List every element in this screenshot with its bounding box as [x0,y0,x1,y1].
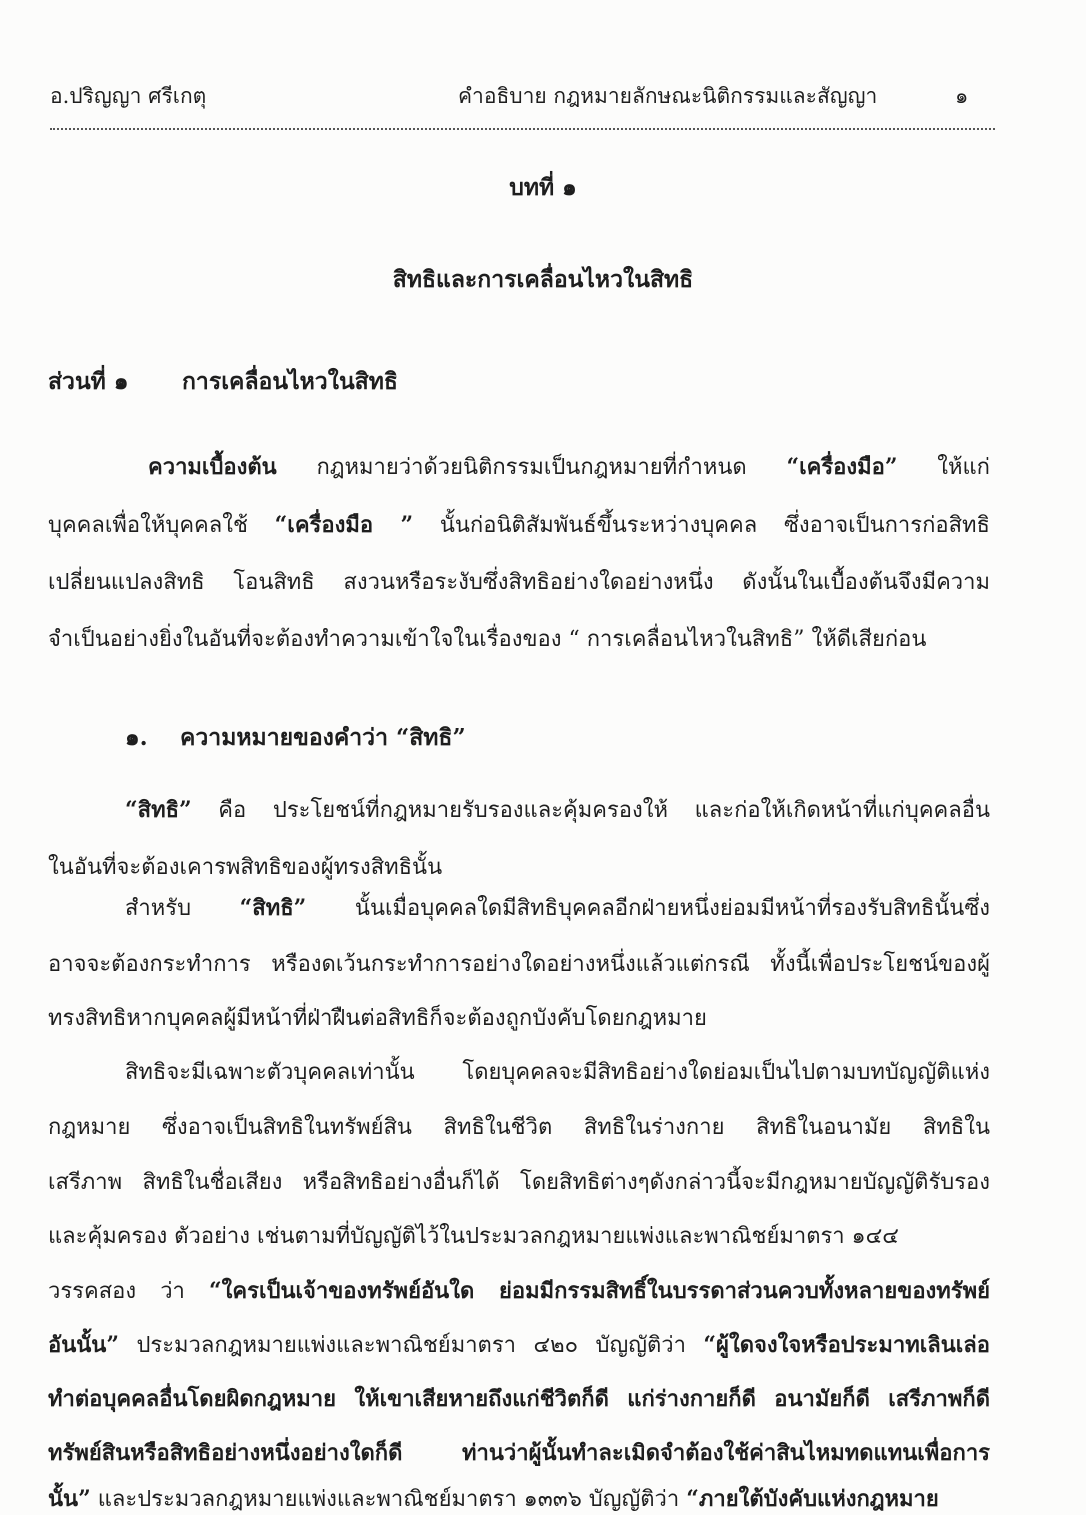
text-segment: เปลี่ยนแปลงสิทธิ โอนสิทธิ สงวนหรือระงับซึ่งสิทธิอย่างใดอย่างหนึ่ง ดังนั้นในเบื้องต้นจึงมีความ [48,570,990,595]
text-line [48,1276,990,1307]
text-segment: กฎหมายว่าด้วยนิติกรรมเป็นกฎหมายที่กำหนด [276,455,787,480]
text-line [148,452,990,483]
bold-text: ความเบื้องต้น [148,454,277,480]
text-line [48,625,926,655]
text-segment: เสรีภาพ สิทธิในชื่อเสียง หรือสิทธิอย่างอื่นก็ได้ โดยสิทธิต่างๆดังกล่าวนี้จะมีกฎหมายบัญญัติรับรอง [48,1170,990,1195]
author-name: อ.ปริญญา ศรีเกตุ [50,84,207,108]
text-segment: ประมวลกฎหมายแพ่งและพาณิชย์มาตรา ๔๒๐ บัญญัติว่า [118,1333,704,1358]
header-divider [50,128,995,130]
bold-text: นั้น” [48,1486,91,1512]
bold-text: ทำต่อบุคคลอื่นโดยผิดกฎหมาย ให้เขาเสียหายถึงแก่ชีวิตก็ดี แก่ร่างกายก็ดี อนามัยก็ดี เสรีภาพก็ดี [48,1386,990,1412]
chapter-heading: บทที่ ๑ [509,174,577,201]
text-segment: บุคคลเพื่อให้บุคคลใช้ [48,513,275,538]
section-label: ส่วนที่ ๑ [48,368,129,395]
bold-text: “เครื่องมือ” [786,454,898,480]
text-line [125,795,990,826]
page-number: ๑ [955,84,969,108]
bold-text: อันนั้น” [48,1332,119,1358]
bold-text: “ผู้ใดจงใจหรือประมาทเลินเล่อ [703,1332,990,1358]
text-segment: อาจจะต้องกระทำการ หรืองดเว้นกระทำการอย่างใดอย่างหนึ่งแล้วแต่กรณี ทั้งนี้เพื่อประโยชน์ของผู้ [48,952,990,977]
text-line [48,510,990,541]
subsection-number: ๑. [125,724,148,751]
text-segment: นั้นก่อนิติสัมพันธ์ขึ้นระหว่างบุคคล ซึ่งอาจเป็นการก่อสิทธิ [413,513,990,538]
bold-text: “สิทธิ” [125,797,192,823]
bold-text: “ภายใต้บังคับแห่งกฎหมาย [686,1486,939,1512]
text-segment: นั้นเมื่อบุคคลใดมีสิทธิบุคคลอีกฝ่ายหนึ่งย่อมมีหน้าที่รองรับสิทธินั้นซึ่ง [306,896,990,921]
text-line [48,1384,990,1415]
text-segment: ทรงสิทธิหากบุคคลผู้มีหน้าที่ฝ่าฝืนต่อสิทธิก็จะต้องถูกบังคับโดยกฎหมาย [48,1006,707,1031]
text-segment: ในอันที่จะต้องเคารพสิทธิของผู้ทรงสิทธินั้น [48,855,443,880]
text-segment: คือ ประโยชน์ที่กฎหมายรับรองและคุ้มครองให้ และก่อให้เกิดหน้าที่แก่บุคคลอื่น [191,798,990,823]
section-title: การเคลื่อนไหวในสิทธิ [182,368,398,395]
text-line [48,1168,990,1198]
bold-text: ทรัพย์สินหรือสิทธิอย่างหนึ่งอย่างใดก็ดี ท่านว่าผู้นั้นทำละเมิดจำต้องใช้ค่าสินไหมทดแทนเพื่อการ [48,1440,990,1466]
text-segment: สิทธิจะมีเฉพาะตัวบุคคลเท่านั้น โดยบุคคลจะมีสิทธิอย่างใดย่อมเป็นไปตามบทบัญญัติแห่ง [125,1060,990,1085]
text-line [125,1058,990,1088]
text-segment: ให้แก่ [897,455,990,480]
text-segment: และคุ้มครอง ตัวอย่าง เช่นตามที่บัญญัติไว้ในประมวลกฎหมายแพ่งและพาณิชย์มาตรา ๑๔๔ [48,1224,899,1249]
text-segment: สำหรับ [125,896,240,921]
text-line [48,1004,707,1034]
text-line [48,568,990,598]
bold-text: “เครื่องมือ ” [274,512,414,538]
chapter-title: สิทธิและการเคลื่อนไหวในสิทธิ [392,266,694,293]
text-segment: วรรคสอง ว่า [48,1279,210,1304]
text-line [48,1438,990,1469]
text-line [48,950,990,980]
text-line [48,853,442,883]
text-segment: จำเป็นอย่างยิ่งในอันที่จะต้องทำความเข้าใจในเรื่องของ “ การเคลื่อนไหวในสิทธิ” ให้ดีเสียก่อน [48,627,927,652]
text-line [48,1484,939,1515]
text-segment: กฎหมาย ซึ่งอาจเป็นสิทธิในทรัพย์สิน สิทธิในชีวิต สิทธิในร่างกาย สิทธิในอนามัย สิทธิใน [48,1115,990,1140]
subsection-title: ความหมายของคำว่า “สิทธิ” [180,724,466,751]
bold-text: “ใครเป็นเจ้าของทรัพย์อันใด ย่อมมีกรรมสิทธิ์ในบรรดาส่วนควบทั้งหลายของทรัพย์ [209,1278,990,1304]
text-line [48,1113,990,1143]
text-segment: และประมวลกฎหมายแพ่งและพาณิชย์มาตรา ๑๓๓๖ บัญญัติว่า [90,1487,687,1512]
text-line [125,893,990,924]
book-title: คำอธิบาย กฎหมายลักษณะนิติกรรมและสัญญา [458,84,878,108]
bold-text: “สิทธิ” [239,895,307,921]
text-line [48,1222,899,1252]
text-line [48,1330,990,1361]
